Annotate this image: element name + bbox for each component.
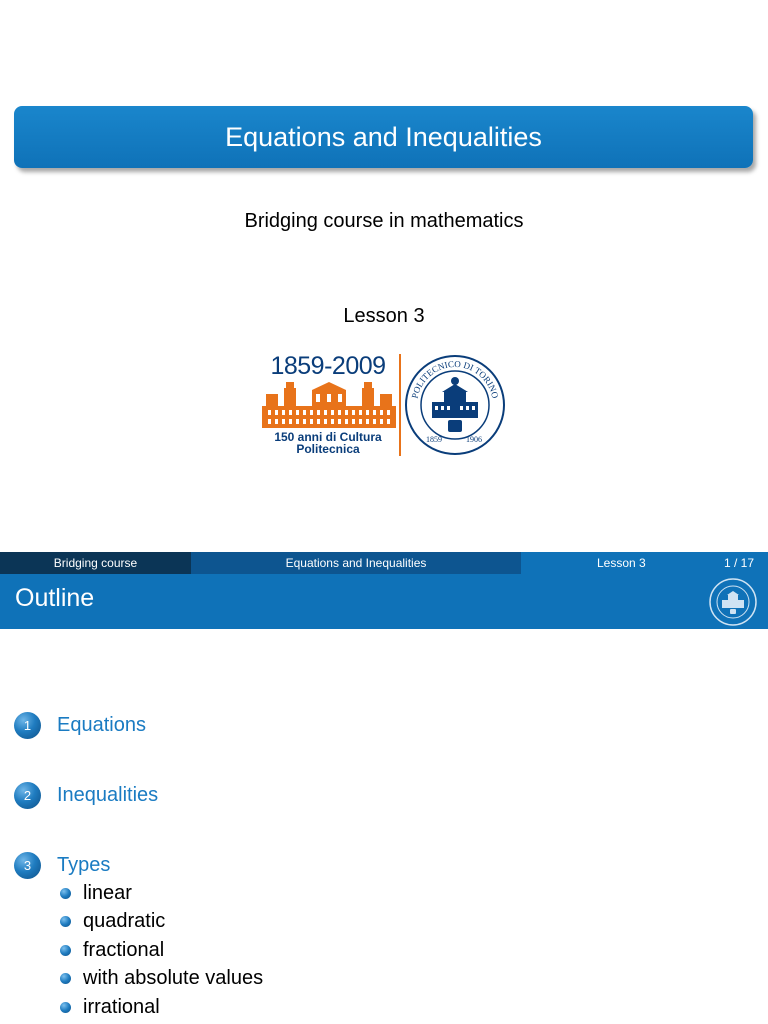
anniversary-years: 1859-2009 — [270, 352, 386, 380]
outline-slide — [0, 552, 768, 1024]
list-item[interactable] — [60, 879, 263, 908]
section-number-ball: 1 — [14, 712, 41, 739]
caption-line-1: 150 anni di Cultura — [274, 430, 382, 444]
toc-link-inequalities[interactable]: Inequalities — [57, 784, 159, 806]
types-sublist — [60, 879, 263, 1022]
slide-subtitle: Bridging course in mathematics — [244, 210, 524, 232]
bullet-icon — [60, 1002, 71, 1013]
frame-title: Outline — [15, 584, 95, 612]
toc-link-types[interactable]: Types — [57, 854, 111, 876]
list-item[interactable] — [60, 965, 263, 994]
section-number-ball: 2 — [14, 782, 41, 809]
seal-year-left: 1859 — [426, 435, 442, 444]
slide-title: Equations and Inequalities — [225, 121, 542, 152]
page-number: 1 / 17 — [723, 556, 754, 570]
lesson-label: Lesson 3 — [343, 305, 425, 327]
section-number-ball: 3 — [14, 852, 41, 879]
bullet-icon — [60, 916, 71, 927]
anniversary-caption — [258, 431, 398, 455]
bullet-icon — [60, 945, 71, 956]
beamer-headline — [0, 552, 768, 574]
toc-item-inequalities[interactable] — [14, 782, 158, 809]
logo-divider — [399, 354, 401, 456]
toc-item-equations[interactable] — [14, 712, 146, 739]
list-item-label: with absolute values — [83, 967, 264, 990]
frame-title-bar — [0, 574, 768, 629]
headline-lesson-label: Lesson 3 — [597, 556, 646, 570]
list-item[interactable] — [60, 936, 263, 965]
headline-title-label: Equations and Inequalities — [285, 556, 427, 570]
list-item[interactable] — [60, 908, 263, 937]
list-item[interactable] — [60, 993, 263, 1022]
toc-item-types[interactable] — [14, 852, 110, 879]
headline-course[interactable] — [0, 552, 191, 574]
title-banner — [14, 106, 753, 168]
list-item-label: fractional — [83, 938, 165, 961]
headline-title[interactable] — [191, 552, 521, 574]
anniversary-logo — [258, 350, 510, 458]
seal-year-right: 1906 — [466, 435, 482, 444]
seal-text: POLITECNICO DI TORINO — [409, 358, 501, 400]
toc-link-equations[interactable]: Equations — [57, 714, 146, 736]
headline-lesson-page — [521, 552, 768, 574]
list-item-label: linear — [83, 881, 132, 904]
bullet-icon — [60, 973, 71, 984]
list-item-label: quadratic — [83, 910, 166, 933]
headline-course-label: Bridging course — [53, 556, 138, 570]
politecnico-seal-icon — [404, 354, 506, 456]
bullet-icon — [60, 888, 71, 899]
list-item-label: irrational — [83, 995, 160, 1018]
politecnico-seal-small-icon — [708, 577, 758, 627]
caption-line-2: Politecnica — [296, 442, 360, 456]
building-icon — [260, 380, 398, 430]
